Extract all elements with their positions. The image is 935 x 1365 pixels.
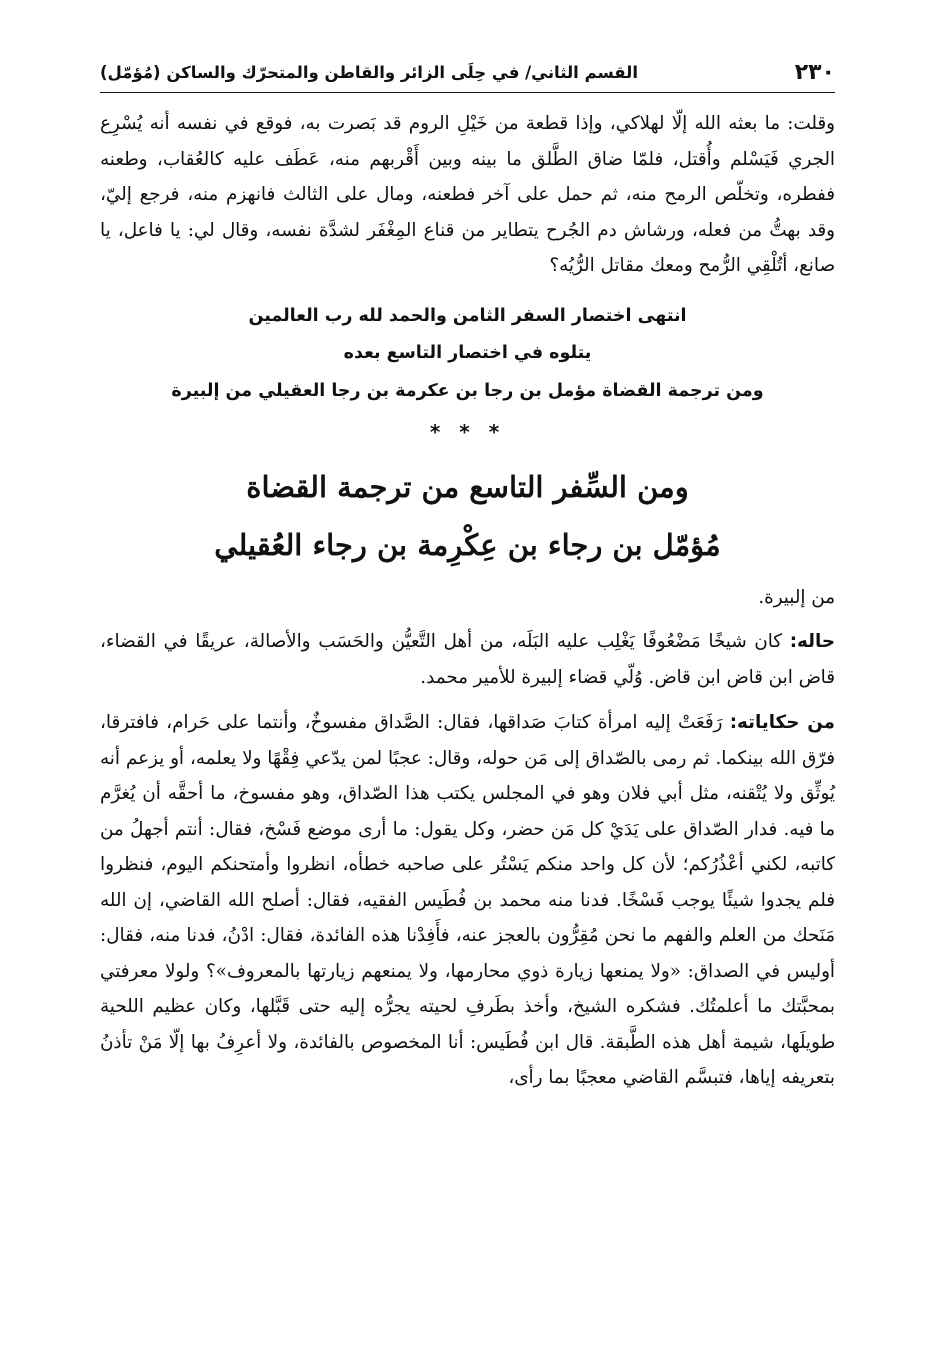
origin-line: من إلبيرة. [758,587,835,608]
closing-line-2: يتلوه في اختصار التاسع بعده [343,343,592,363]
hal-label: حاله: [789,631,835,652]
hal-text: كان شيخًا مَضْعُوفًا يَغْلِب عليه البَلَه، من أهل التَّعيُّن والحَسَب والأصالة، عريقًا في القضاء، قاض ابن قاض ابن قاض. وُلّي قضاء إلبيرة للأمير محمد. [100,631,835,688]
page-header [100,52,835,93]
subject-name-heading: مُؤمّل بن رجاء بن عِكْرِمة بن رجاء العُقيلي [214,528,721,562]
closing-line-3: ومن ترجمة القضاة مؤمل بن رجا بن عكرمة بن رجا العقيلي من إلبيرة [171,380,764,401]
hikayat-text: رَفَعَتْ إليه امرأة كتابَ صَداقها، فقال: الصَّداق مفسوخٌ، وأنتما على حَرام، فافترقا، فرّق الله بينكما. ثم رمى بالصّداق إلى مَن حوله، وقال: عجبًا لمن يدّعي فِقْهًا ولا يعلمه، أو يزعم أنه يُوثِّق ولا يُتْقنه، مثل أبي فلان وهو في المجلس يكتب هذا الصّداق، وهو مفسوخ، ما أحقَّه أن يُغرَّم ما فيه. فدار الصّداق على يَدَيْ كل مَن حضر، وكل يقول: ما أرى موضع فَسْخ، فقال: أنتم أجهلُ من كاتبه، لكني أعْذُرُكم؛ لأن كل واحد منكم يَسْتُر على صاحبه خطأه، انظروا وأمتحنكم اليوم، فنظروا فلم يجدوا شيئًا يوجب فَسْخًا. فدنا منه محمد بن فُطَيس الفقيه، فقال: أصلح الله القاضي، إن الله مَنَحك من العلم والفهم ما نحن مُقِرُّون بالعجز عنه، فأَفِدْنا هذه الفائدة، فقال: ادْنُ، فدنا منه، فقال: أوليس في الصداق: «ولا يمنعها زيارة ذوي محارمها، ولا يمنعهم زيارتها بالمعروف»؟ ولولا معرفتي بمحبَّتك ما أعلمتُك. فشكره الشيخ، وأخذ بطَرفِ لحيته يجرُّه إليه حتى قَبَّلها، وكان عظيم اللحية طويلَها، شيمة أهل هذه الطَّبقة. قال ابن فُطَيس: أنا المخصوص بالفائدة، ولا أعرِفُ بها إلّا مَنْ تأذنُ بتعريفه إياها، فتبسَّم القاضي معجبًا بما رأى، [100,712,835,1088]
hal-paragraph [100,624,835,695]
section-title: ومن السِّفر التاسع من ترجمة القضاة [246,470,689,504]
page-number: ٢٣٠ [794,59,835,85]
opening-paragraph: وقلت: ما بعثه الله إلّا لهلاكي، وإذا قطعة من خَيْلِ الروم قد بَصرت به، فوقع في نفسه أنه يُسْرِع الجري فَيَسْلم وأُقتل، فلمّا ضاق الطَّلق ما بينه وبين أَقْربهم منه، عَطَف عليه كالعُقاب، وطعنه ففطره، وتخلّص الرمح منه، ثم حمل على آخر فطعنه، ومال على الثالث فانهزم منه، فرجع إليّ، وقد بهتُّ من فعله، ورشاش دم الجُرح يتطاير من قناع المِغْفَر لشدَّة نفسه، وقال لي: يا فاعل، يا صانع، أتُلْقِي الرُّمح ومعك مقاتل الرُّيُه؟ [100,113,835,276]
page-body [100,106,835,1096]
closing-line-1: انتهى اختصار السفر الثامن والحمد لله رب العالمين [248,305,687,326]
running-title: القسم الثاني/ في حِلَى الزائر والقاطن والمتحرّك والساكن (مُؤمّل) [100,62,639,82]
hikayat-paragraph [100,705,835,1096]
asterisk-separator: * * * [429,420,506,444]
hikayat-label: من حكاياته: [729,712,835,733]
volume-closing-note [100,298,835,411]
